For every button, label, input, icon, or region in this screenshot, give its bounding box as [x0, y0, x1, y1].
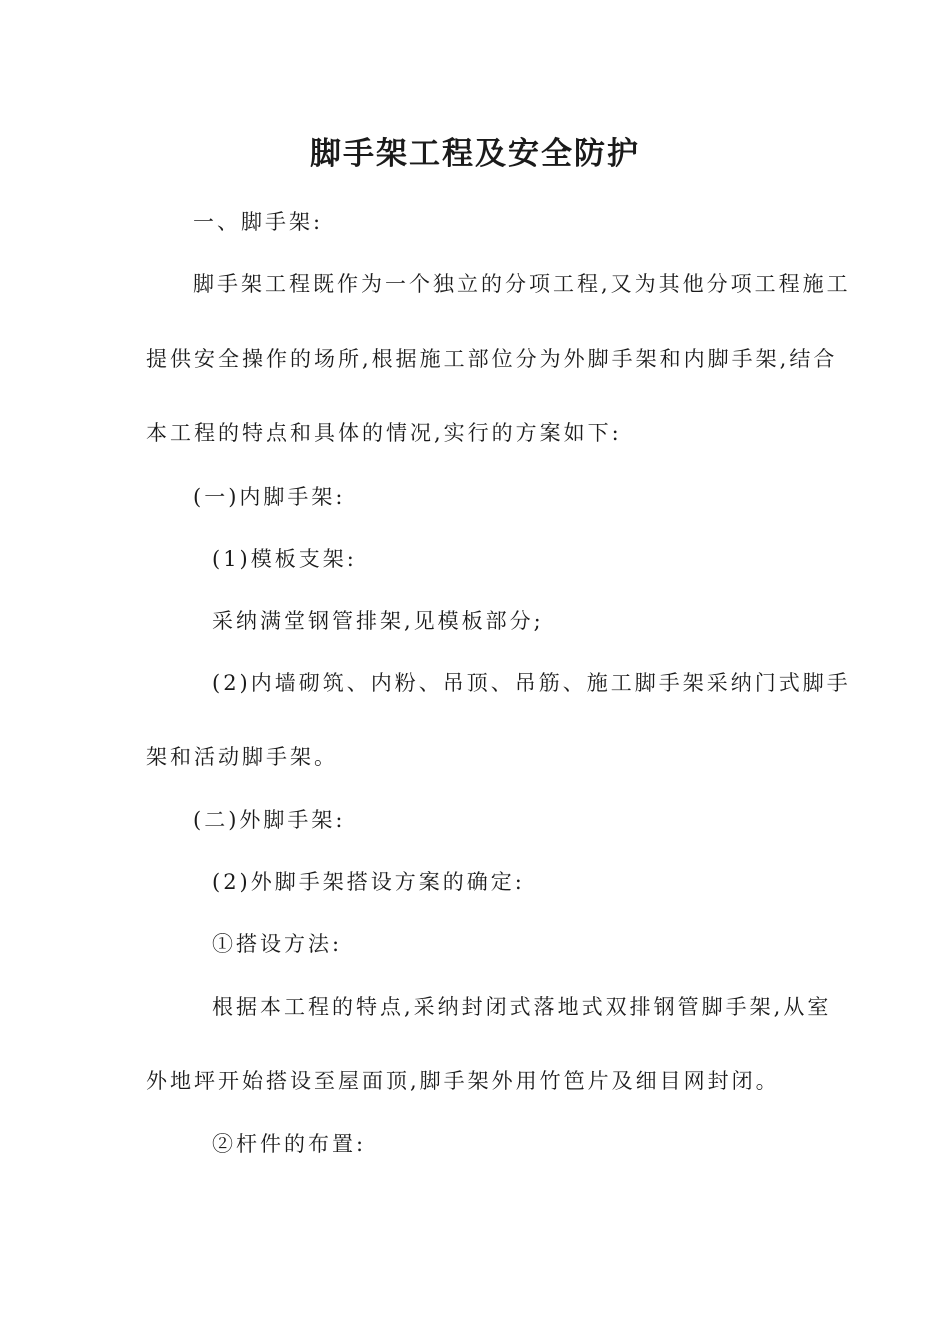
paragraph-line: 采纳满堂钢管排架,见模板部分; — [212, 609, 544, 633]
item-heading-formwork-support: (1)模板支架: — [212, 547, 357, 571]
document-title: 脚手架工程及安全防护 — [310, 136, 640, 172]
item-heading-erection-method: ①搭设方法: — [212, 932, 343, 956]
paragraph-line: 本工程的特点和具体的情况,实行的方案如下: — [146, 421, 622, 445]
section-heading-scaffold: 一、脚手架: — [193, 210, 324, 234]
paragraph-line: 根据本工程的特点,采纳封闭式落地式双排钢管脚手架,从室 — [212, 995, 832, 1019]
paragraph-line: 提供安全操作的场所,根据施工部位分为外脚手架和内脚手架,结合 — [146, 347, 838, 371]
item-heading-outer-scaffold-plan: (2)外脚手架搭设方案的确定: — [212, 870, 525, 894]
paragraph-line: (2)内墙砌筑、内粉、吊顶、吊筋、施工脚手架采纳门式脚手 — [212, 671, 851, 695]
paragraph-line: 外地坪开始搭设至屋面顶,脚手架外用竹笆片及细目网封闭。 — [146, 1069, 780, 1093]
paragraph-line: 脚手架工程既作为一个独立的分项工程,又为其他分项工程施工 — [193, 272, 851, 296]
subsection-heading-inner-scaffold: (一)内脚手架: — [193, 485, 346, 509]
paragraph-line: 架和活动脚手架。 — [146, 745, 338, 769]
item-heading-member-layout: ②杆件的布置: — [212, 1132, 367, 1156]
subsection-heading-outer-scaffold: (二)外脚手架: — [193, 808, 346, 832]
